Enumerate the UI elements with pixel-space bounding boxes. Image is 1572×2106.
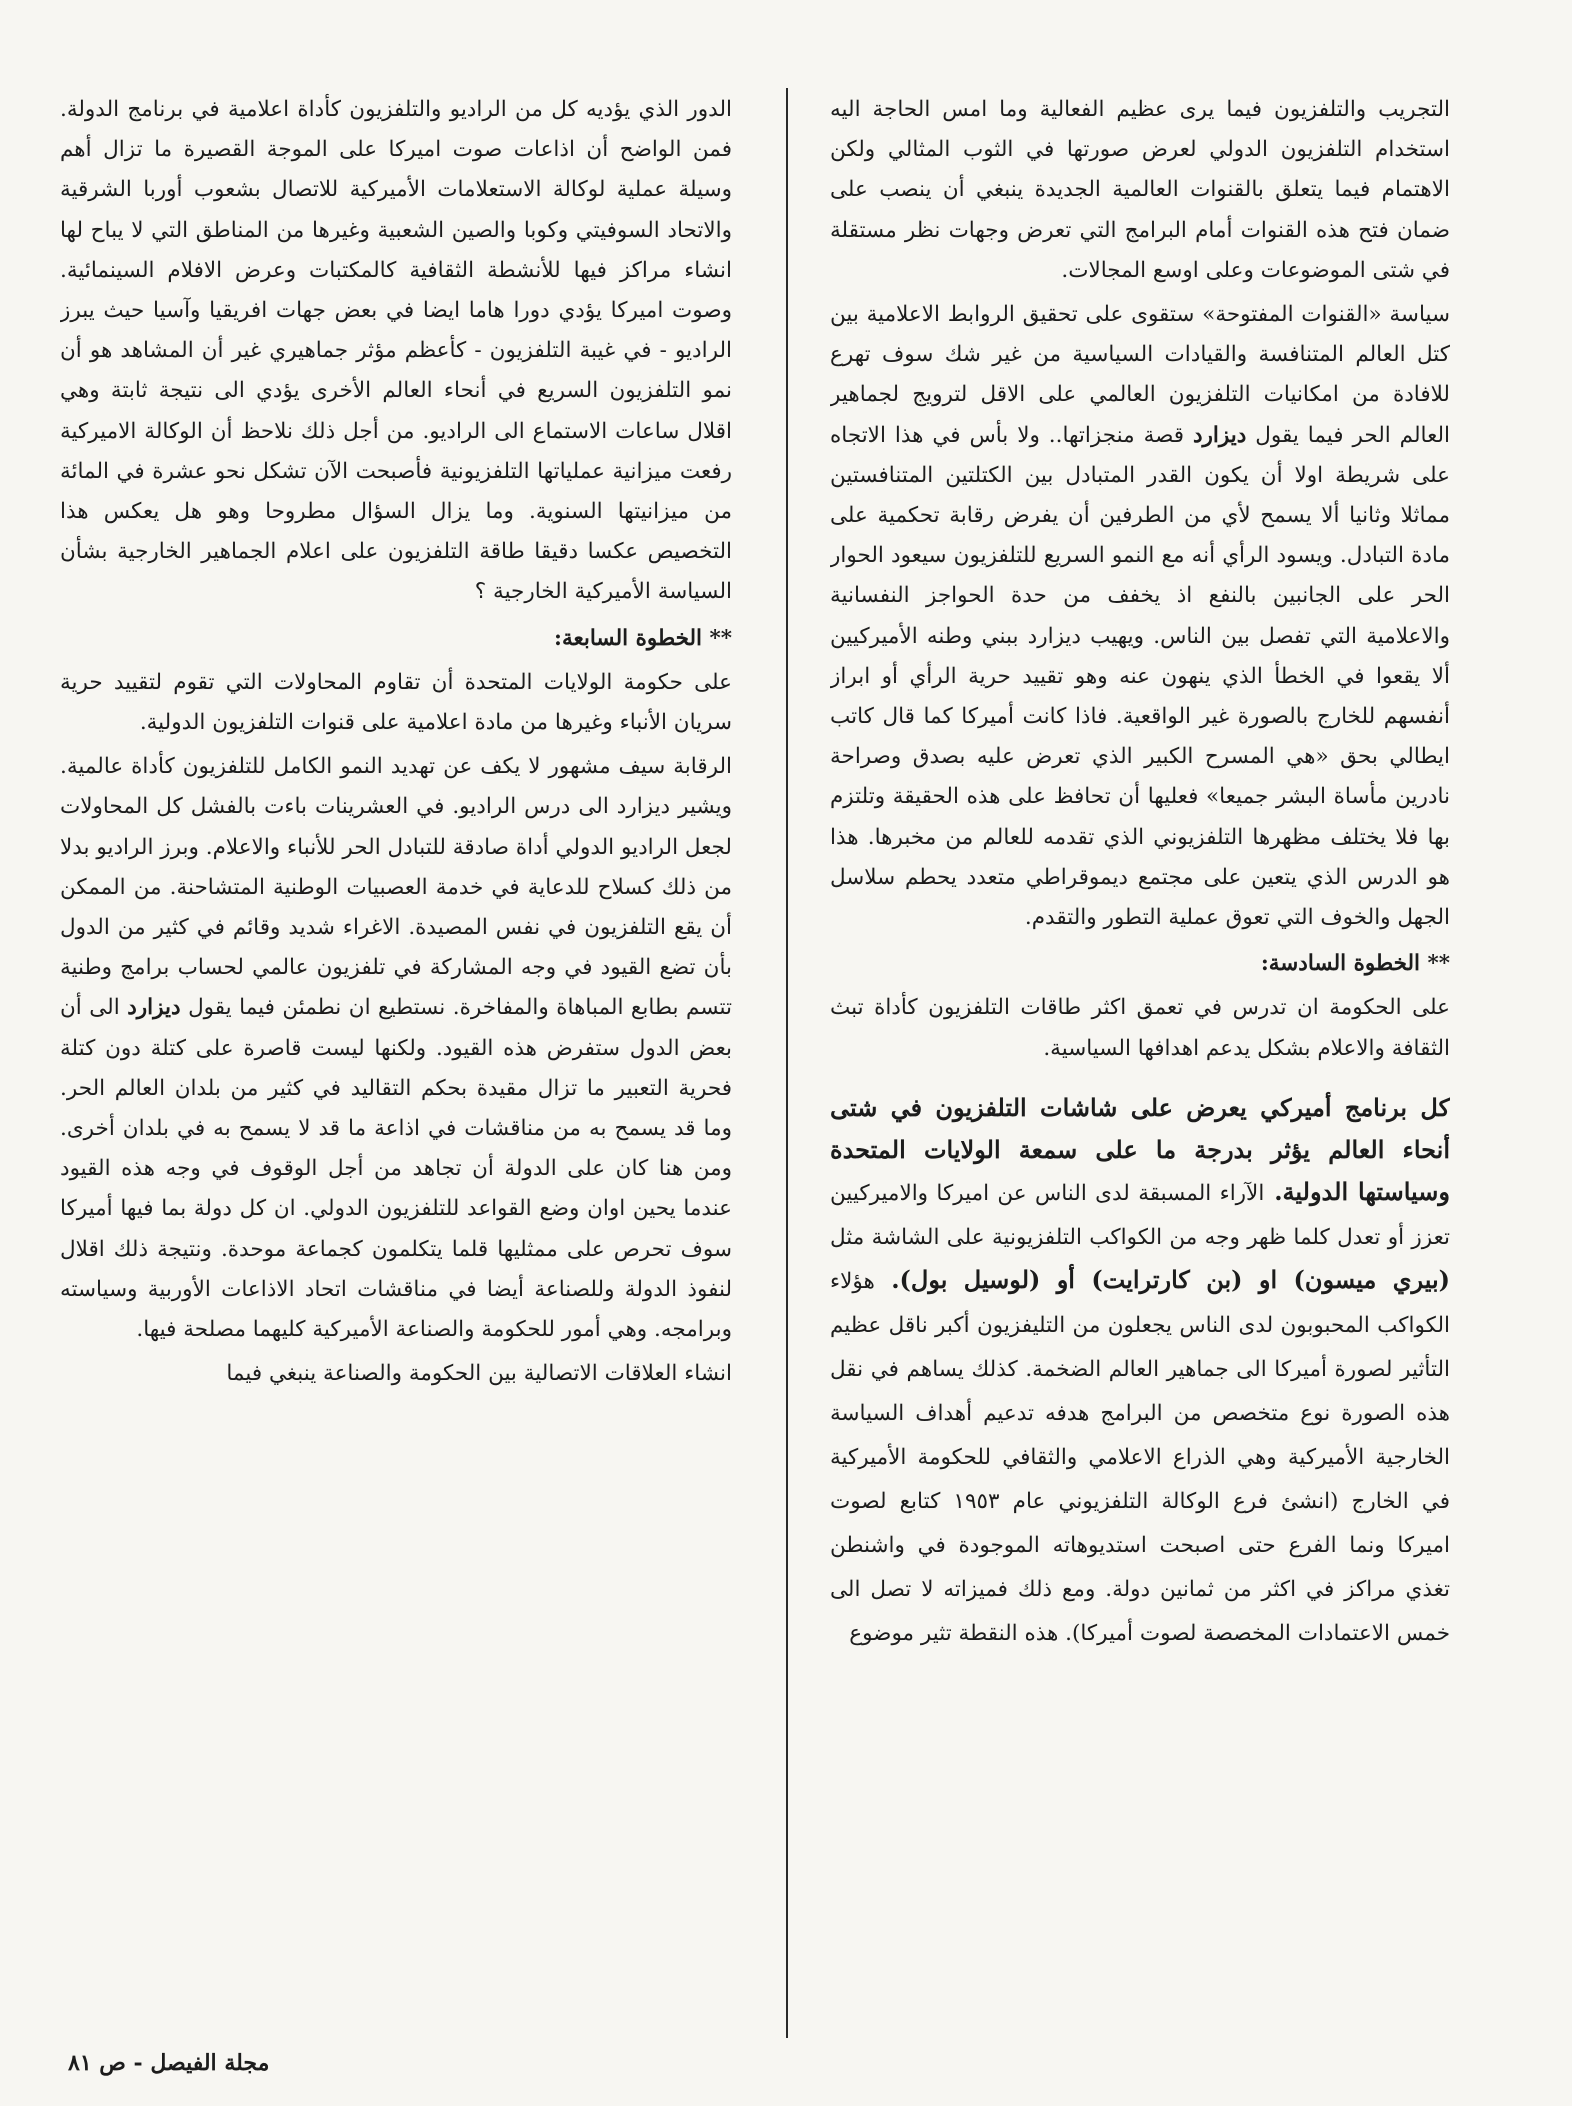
lead-paragraph — [830, 1087, 1450, 1655]
paragraph — [60, 747, 732, 1350]
paragraph-text: قصة منجزاتها.. ولا بأس في هذا الاتجاه على شريطة اولا أن يكون القدر المتبادل بين الكتلتين المتنافستين مماثلا وثانيا ألا يسمح لأي من الطرفين أن يفرض رقابة تحكمية على مادة التبادل. ويسود الرأي أنه مع النمو السريع للتلفزيون سيعود الحوار الحر على الجانبين بالنفع اذ يخفف من حدة الحواجز النفسانية والاعلامية التي تفصل بين الناس. ويهيب ديزارد ببني وطنه الأميركيين ألا يقعوا في الخطأ الذي ينهون عنه وهو تقييد حرية الرأي أو ابراز أنفسهم للخارج بالصورة غير الواقعية. فاذا كانت أميركا كما قال كاتب ايطالي بحق «هي المسرح الكبير الذي تعرض عليه بصدق وصراحة نادرين مأساة البشر جميعا» فعليها أن تحافظ على هذه الحقيقة وتلتزم بها فلا يختلف مظهرها التلفزيوني الذي تقدمه للعالم من مخبرها. هذا هو الدرس الذي يتعين على مجتمع ديموقراطي متعدد يحطم سلاسل الجهل والخوف التي تعوق عملية التطور والتقدم. — [830, 422, 1450, 931]
section-heading-step-7: ** الخطوة السابعة: — [554, 625, 732, 651]
paragraph-text: هؤلاء الكواكب المحبوبون لدى الناس يجعلون من التليفزيون أكبر ناقل عظيم التأثير لصورة أميركا الى جماهير العالم الضخمة. كذلك يساهم في نقل هذه الصورة نوع متخصص من البرامج هدفه تدعيم أهداف السياسة الخارجية الأميركية وهي الذراع الاعلامي والثقافي للحكومة الأميركية في الخارج (انشئ فرع الوكالة التلفزيوني عام ١٩٥٣ كتابع لصوت اميركا ونما الفرع حتى اصبحت استديوهاته الموجودة في واشنطن تغذي مراكز في اكثر من ثمانين دولة. ومع ذلك فميزاته لا تصل الى خمس الاعتمادات المخصصة لصوت أميركا). هذه النقطة تثير موضوع — [830, 1268, 1450, 1646]
section-heading-step-6: ** الخطوة السادسة: — [1260, 951, 1450, 977]
paragraph: التجريب والتلفزيون فيما يرى عظيم الفعالية وما امس الحاجة اليه استخدام التلفزيون الدولي لعرض صورتها في الثوب المثالي ولكن الاهتمام فيما يتعلق بالقنوات العالمية الجديدة ينبغي أن ينصب على ضمان فتح هذه القنوات أمام البرامج التي تعرض وجهات نظر مستقلة في شتى الموضوعات وعلى اوسع المجالات. — [830, 97, 1450, 283]
lead-bold-text: كل برنامج أميركي يعرض على شاشات التلفزيون في شتى أنحاء العالم يؤثر بدرجة ما على سمعة الولايات المتحدة وسياستها الدولية. — [830, 1092, 1450, 1206]
right-text-column — [830, 90, 1450, 2025]
paragraph: انشاء العلاقات الاتصالية بين الحكومة والصناعة ينبغي فيما — [226, 1361, 732, 1387]
page-footer: مجلة الفيصل - ص ٨١ — [68, 2050, 270, 2076]
program-names: (بيري ميسون) او (بن كارترايت) أو (لوسيل بول). — [891, 1264, 1450, 1294]
column-divider — [786, 88, 788, 2038]
paragraph-text: الآراء المسبقة لدى الناس عن اميركا والاميركيين تعزز أو تعدل كلما ظهر وجه من الكواكب التلفزيونية على الشاشة مثل — [830, 1180, 1450, 1250]
paragraph-text: الى أن بعض الدول ستفرض هذه القيود. ولكنها ليست قاصرة على كتلة دون كتلة فحرية التعبير ما تزال مقيدة بحكم التقاليد في كثير من بلدان العالم الحر. وما قد يسمح به من مناقشات في اذاعة ما قد لا يسمح به في بلدان أخرى. ومن هنا كان على الدولة أن تجاهد من أجل الوقوف في وجه هذه القيود عندما يحين اوان وضع القواعد للتلفزيون الدولي. ان كل دولة بما فيها أميركا سوف تحرص على ممثليها قلما يتكلمون كجماعة موحدة. ونتيجة ذلك اقلال لنفوذ الدولة وللصناعة أيضا في مناقشات اتحاد الاذاعات الأوربية وسياسته وبرامجه. وهي أمور للحكومة والصناعة الأميركية كليهما مصلحة فيها. — [60, 995, 732, 1343]
paragraph-text: الرقابة سيف مشهور لا يكف عن تهديد النمو الكامل للتلفزيون كأداة عالمية. ويشير ديزارد الى درس الراديو. في العشرينات باءت بالفشل كل المحاولات لجعل الراديو الدولي أداة صادقة للتبادل الحر للأنباء والاعلام. وبرز الراديو بدلا من ذلك كسلاح للدعاية في خدمة العصبيات الوطنية المتشاحنة. من الممكن أن يقع التلفزيون في نفس المصيدة. الاغراء شديد وقائم في كثير من الدول بأن تضع القيود في وجه المشاركة في تلفزيون عالمي لحساب برامج وطنية تتسم بطابع المباهاة والمفاخرة. نستطيع ان نطمئن فيما يقول — [60, 754, 732, 1021]
paragraph: على حكومة الولايات المتحدة أن تقاوم المحاولات التي تقوم لتقييد حرية سريان الأنباء وغيرها من مادة اعلامية على قنوات التلفزيون الدولية. — [60, 669, 732, 736]
paragraph — [830, 295, 1450, 938]
paragraph: على الحكومة ان تدرس في تعمق اكثر طاقات التلفزيون كأداة تبث الثقافة والاعلام بشكل يدعم اهدافها السياسية. — [830, 995, 1450, 1061]
left-text-column — [60, 90, 732, 1990]
author-name: ديزارد — [1192, 422, 1247, 448]
paragraph-text: سياسة «القنوات المفتوحة» ستقوى على تحقيق الروابط الاعلامية بين كتل العالم المتنافسة والقيادات السياسية من غير شك سوف تهرع للافادة من امكانيات التلفزيون العالمي على الاقل لترويج لجماهير العالم الحر فيما يقول — [830, 302, 1450, 448]
paragraph: الدور الذي يؤديه كل من الراديو والتلفزيون كأداة اعلامية في برنامج الدولة. فمن الواضح أن اذاعات صوت اميركا على الموجة القصيرة ما تزال أهم وسيلة عملية لوكالة الاستعلامات الأميركية للاتصال بشعوب أوربا الشرقية والاتحاد السوفيتي وكوبا والصين الشعبية وغيرها من المناطق التي لا يباح لها انشاء مراكز فيها للأنشطة الثقافية كالمكتبات وعرض الافلام السينمائية. وصوت اميركا يؤدي دورا هاما ايضا في بعض جهات افريقيا وآسيا حيث يبرز الراديو - في غيبة التلفزيون - كأعظم مؤثر جماهيري غير أن المشاهد هو أن نمو التلفزيون السريع في أنحاء العالم الأخرى يؤدي الى نتيجة ثابتة وهي اقلال ساعات الاستماع الى الراديو. من أجل ذلك نلاحظ أن الوكالة الاميركية رفعت ميزانية عملياتها التلفزيونية فأصبحت الآن تشكل نحو عشرة في المائة من ميزانيتها السنوية. وما يزال السؤال مطروحا وهو هل يعكس هذا التخصيص عكسا دقيقا طاقة التلفزيون على اعلام الجماهير الخارجية بشأن السياسة الأميركية الخارجية ؟ — [60, 97, 732, 605]
author-name: ديزارد — [127, 995, 181, 1021]
